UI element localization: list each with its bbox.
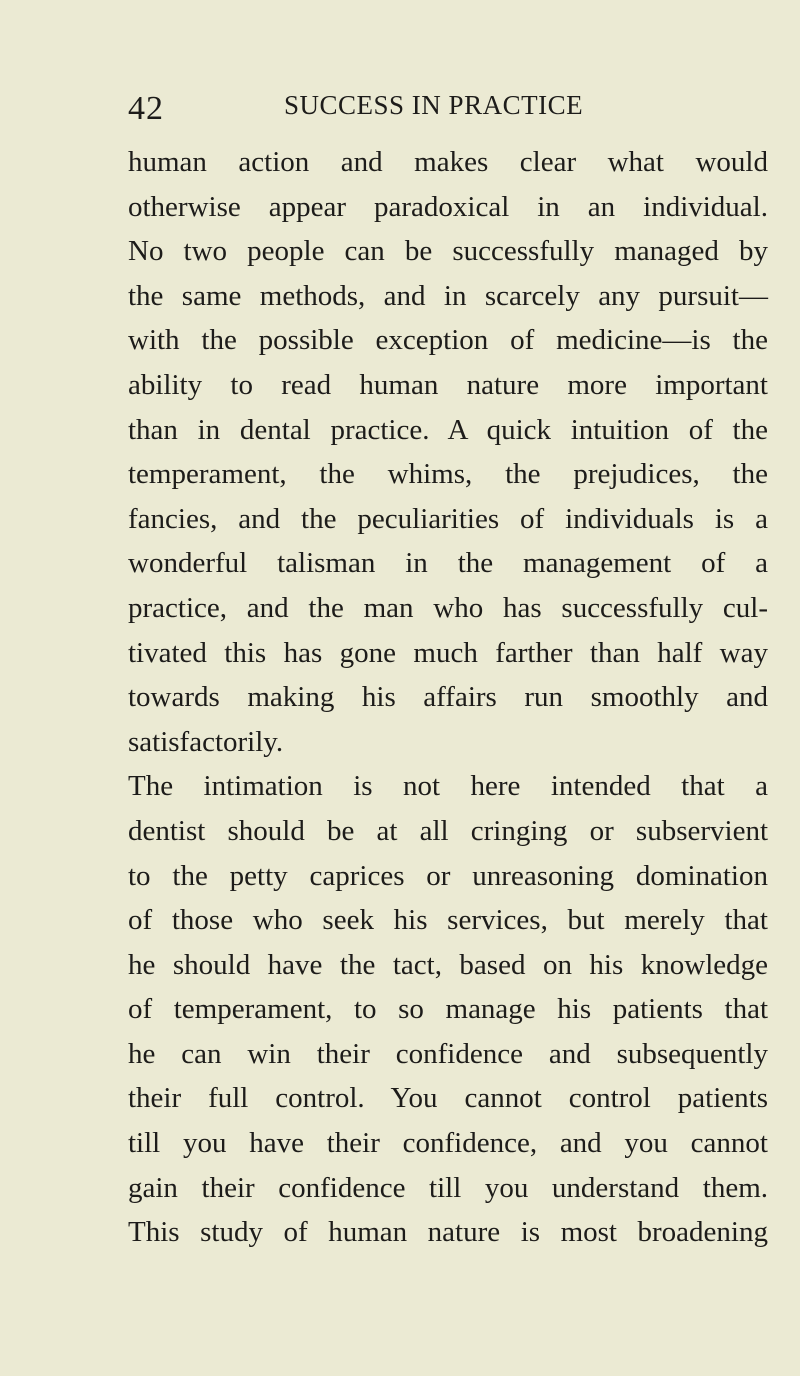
text-line: of those who seek his services, but merely that: [128, 904, 768, 937]
text-line: temperament, the whims, the prejudices, the: [128, 458, 768, 491]
text-line: he can win their confidence and subsequently: [128, 1037, 768, 1070]
text-line: tivated this has gone much farther than half way: [128, 636, 768, 669]
text-line: satisfactorily.: [128, 725, 284, 758]
text-line: of temperament, to so manage his patients that: [128, 993, 768, 1026]
text-line: This study of human nature is most broadening: [128, 1216, 768, 1249]
text-line: the same methods, and in scarcely any pursuit—: [128, 279, 768, 312]
text-line: till you have their confidence, and you cannot: [128, 1127, 768, 1160]
text-line: fancies, and the peculiarities of individuals is a: [128, 502, 768, 535]
text-line: gain their confidence till you understand them.: [128, 1171, 768, 1204]
running-head: [128, 84, 768, 128]
text-line: towards making his affairs run smoothly and: [128, 681, 768, 714]
text-line: their full control. You cannot control patients: [128, 1082, 768, 1115]
text-line: No two people can be successfully managed by: [128, 235, 768, 268]
running-title: SUCCESS IN PRACTICE: [284, 90, 584, 120]
text-line: otherwise appear paradoxical in an individual.: [128, 190, 768, 223]
text-line: human action and makes clear what would: [128, 146, 768, 178]
text-line: he should have the tact, based on his knowledge: [128, 948, 768, 981]
text-line: with the possible exception of medicine—is the: [128, 324, 768, 357]
text-line: The intimation is not here intended that a: [128, 770, 768, 803]
text-line: wonderful talisman in the management of a: [128, 547, 768, 580]
text-line: than in dental practice. A quick intuition of the: [128, 413, 768, 446]
text-line: ability to read human nature more important: [128, 368, 768, 401]
body-text: [128, 140, 768, 1255]
text-line: practice, and the man who has successfully cul-: [128, 591, 768, 624]
text-line: dentist should be at all cringing or subservient: [128, 814, 768, 847]
text-line: to the petty caprices or unreasoning domination: [128, 859, 768, 892]
page-number: 42: [128, 90, 164, 127]
